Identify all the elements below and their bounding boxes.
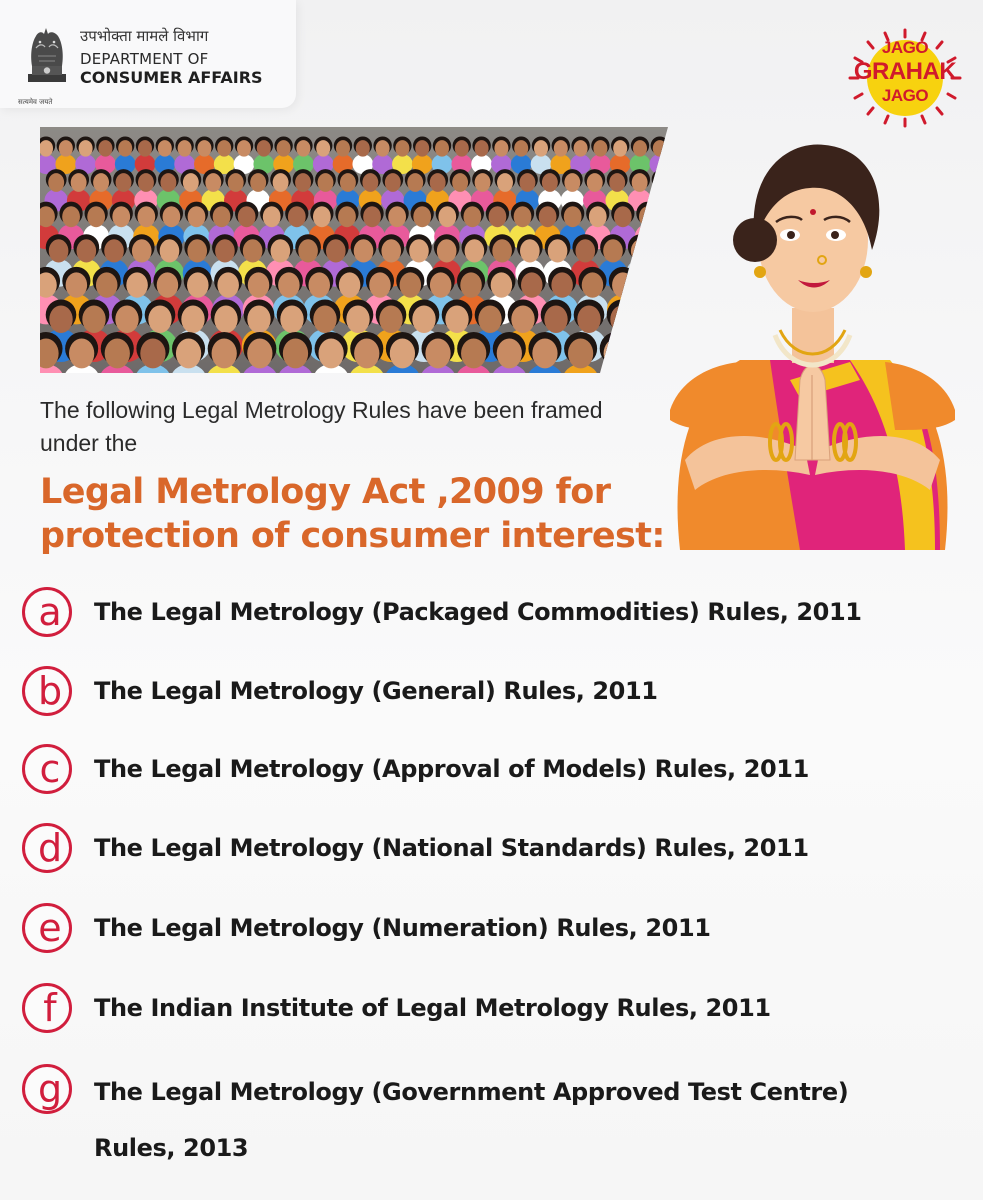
jago-grahak-jago-logo — [840, 28, 970, 128]
rule-text: The Legal Metrology (Packaged Commodities) Rules, 2011 — [94, 598, 862, 626]
emblem-motto: सत्यमेव जयते — [18, 98, 53, 106]
rule-text: The Indian Institute of Legal Metrology Rules, 2011 — [94, 994, 771, 1022]
logo-line3: JAGO — [881, 86, 929, 105]
rule-text: The Legal Metrology (Government Approved Test Centre) Rules, 2013 — [94, 1078, 849, 1162]
department-name-hindi: उपभोक्ता मामले विभाग — [80, 27, 209, 45]
letter-badge: c — [22, 744, 72, 794]
header-card — [0, 0, 296, 108]
letter-badge: b — [22, 666, 72, 716]
letter-badge: a — [22, 587, 72, 637]
crowd-photo — [40, 127, 668, 373]
letter-badge: g — [22, 1064, 72, 1114]
rule-text: The Legal Metrology (National Standards) Rules, 2011 — [94, 834, 809, 862]
letter-badge: d — [22, 823, 72, 873]
letter-badge: e — [22, 903, 72, 953]
department-name-line1: DEPARTMENT OF — [80, 50, 209, 68]
rule-text: The Legal Metrology (Approval of Models) Rules, 2011 — [94, 755, 809, 783]
rule-text: The Legal Metrology (General) Rules, 2011 — [94, 677, 658, 705]
intro-text: The following Legal Metrology Rules have been framed under the — [40, 397, 603, 456]
national-emblem-icon — [22, 18, 72, 94]
rule-text: The Legal Metrology (Numeration) Rules, 2011 — [94, 914, 711, 942]
department-name-line2: CONSUMER AFFAIRS — [80, 68, 263, 87]
logo-line1: JAGO — [881, 38, 929, 57]
headline: Legal Metrology Act ,2009 for protection of consumer interest: — [40, 472, 665, 556]
letter-badge: f — [22, 983, 72, 1033]
logo-line2: GRAHAK — [853, 58, 957, 85]
